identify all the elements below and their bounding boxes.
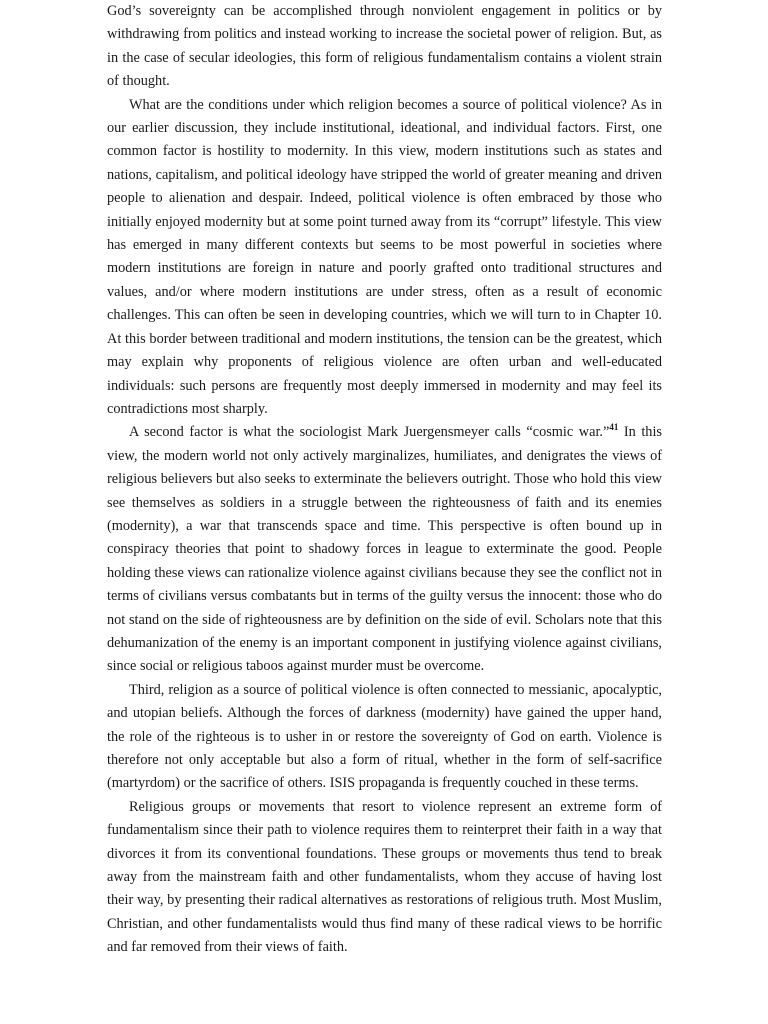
footnote-marker[interactable]: 41 [609,422,619,433]
paragraph-cosmic-war-lead: A second factor is what the sociologist Mark Juergensmeyer calls “cosmic war.” [129,424,610,441]
paragraph-messianic: Third, religion as a source of political violence is often connected to messianic, apocalyptic, and utopian beliefs. Although the forces of darkness (modernity) have gained the upper hand, the role of the righteous is to usher in or restore the sovereignty of God on earth. Violence is therefore not only acceptable but also a form of ritual, whether in the form of self-sacrifice (martyrdom) or the sacrifice of others. ISIS propaganda is frequently couched in these terms. [107,681,662,792]
paragraph-conditions: What are the conditions under which religion becomes a source of political violence? As in our earlier discussion, they include institutional, ideational, and individual factors. First, one common factor is hostility to modernity. In this view, modern institutions such as states and nations, capitalism, and political ideology have stripped the world of greater meaning and driven people to alienation and despair. Indeed, political violence is often embraced by those who initially enjoyed modernity but at some point turned away from its “corrupt” lifestyle. This view has emerged in many different contexts but seems to be most powerful in societies where modern institutions are foreign in nature and poorly grafted onto traditional structures and values, and/or where modern institutions are under stress, often as a result of economic challenges. This can often be seen in developing countries, which we will turn to in Chapter 10. At this border between traditional and modern institutions, the tension can be the greatest, which may explain why proponents of religious violence are often urban and well-educated individuals: such persons are frequently most deeply immersed in modernity and may feel its contradictions most sharply. [107,96,662,417]
paragraph-extreme-fundamentalism: Religious groups or movements that resort to violence represent an extreme form of fundamentalism since their path to violence requires them to reinterpret their faith in a way that divorces it from its conventional foundations. These groups or movements thus tend to break away from the mainstream faith and other fundamentalists, whom they accuse of having lost their way, by presenting their radical alternatives as restorations of religious truth. Most Muslim, Christian, and other fundamentalists would thus find many of these radical views to be horrific and far removed from their views of faith. [107,798,662,956]
paragraph-cosmic-war-body: In this view, the modern world not only actively marginalizes, humiliates, and denigrates the views of religious believers but also seeks to exterminate the believers outright. Those who hold this view see themselves as soldiers in a struggle between the righteousness of faith and its enemies (modernity), a war that transcends space and time. This perspective is often bound up in conspiracy theories that point to shadowy forces in league to exterminate the good. People holding these views can rationalize violence against civilians because they see the conflict not in terms of civilians versus combatants but in terms of the guilty versus the innocent: those who do not stand on the side of righteousness are by definition on the side of evil. Scholars note that this dehumanization of the enemy is an important component in justifying violence against civilians, since social or religious taboos against murder must be overcome. [107,424,662,675]
paragraph-continuation: God’s sovereignty can be accomplished through nonviolent engagement in politics or by withdrawing from politics and instead working to increase the societal power of religion. But, as in the case of secular ideologies, this form of religious fundamentalism contains a violent strain of thought. [107,3,662,90]
document-page [107,0,662,960]
paragraph-cosmic-war [107,421,662,678]
